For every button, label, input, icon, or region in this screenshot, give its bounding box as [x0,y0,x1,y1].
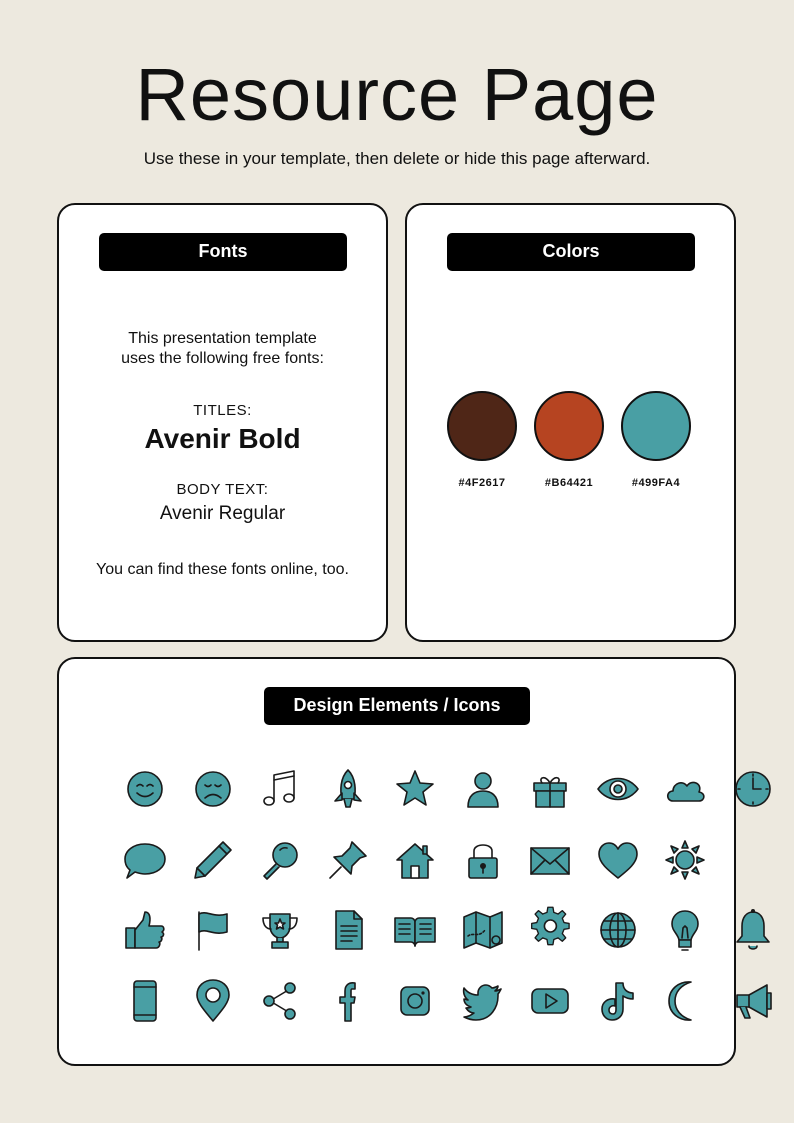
megaphone-icon [729,977,777,1025]
facebook-icon [324,977,372,1025]
color-swatches [447,391,697,491]
cloud-icon [661,765,709,813]
map-icon [459,906,507,954]
envelope-icon [526,836,574,884]
colors-header: Colors [447,233,695,271]
house-icon [391,836,439,884]
smartphone-icon [121,977,169,1025]
fonts-intro [59,329,386,369]
padlock-icon [459,836,507,884]
magnifier-icon [256,836,304,884]
open-book-icon [391,906,439,954]
page-subtitle: Use these in your template, then delete or hide this page afterward. [143,149,651,168]
body-font-name: Avenir Regular [159,503,286,524]
color-swatch-1-label: #4F2617 [458,477,506,489]
clock-icon [729,765,777,813]
twitter-icon [459,977,507,1025]
heart-icon [594,836,642,884]
color-swatch-1 [447,391,517,461]
location-pin-icon [189,977,237,1025]
color-swatch-2-label: #B64421 [544,477,594,489]
globe-icon [594,906,642,954]
body-text-label: BODY TEXT: [176,481,269,498]
sad-icon [189,765,237,813]
fonts-intro-line2: uses the following free fonts: [121,350,324,367]
color-swatch-3 [621,391,691,461]
flag-icon [189,906,237,954]
star-icon [391,765,439,813]
titles-label: TITLES: [193,402,252,419]
gift-icon [526,765,574,813]
pencil-icon [189,836,237,884]
color-swatch-3-label: #499FA4 [631,477,681,489]
titles-font-name: Avenir Bold [144,423,301,454]
gear-icon [526,906,574,954]
bell-icon [729,906,777,954]
instagram-icon [391,977,439,1025]
eye-icon [594,765,642,813]
design-elements-card [57,657,736,1066]
lightbulb-icon [661,906,709,954]
user-icon [459,765,507,813]
sun-icon [661,836,709,884]
youtube-icon [526,977,574,1025]
speech-bubble-icon [121,836,169,884]
pushpin-icon [324,836,372,884]
moon-icon [661,977,709,1025]
trophy-icon [256,906,304,954]
smile-icon [121,765,169,813]
color-swatch-2 [534,391,604,461]
fonts-intro-line1: This presentation template [128,330,317,347]
page-title: Resource Page [135,53,659,136]
rocket-icon [324,765,372,813]
fonts-card [57,203,388,642]
tiktok-icon [594,977,642,1025]
music-note-icon [256,765,304,813]
fonts-footnote: You can find these fonts online, too. [96,561,349,578]
document-icon [324,906,372,954]
thumbs-up-icon [121,906,169,954]
design-elements-header: Design Elements / Icons [264,687,530,725]
fonts-header: Fonts [99,233,347,271]
share-icon [256,977,304,1025]
colors-card [405,203,736,642]
